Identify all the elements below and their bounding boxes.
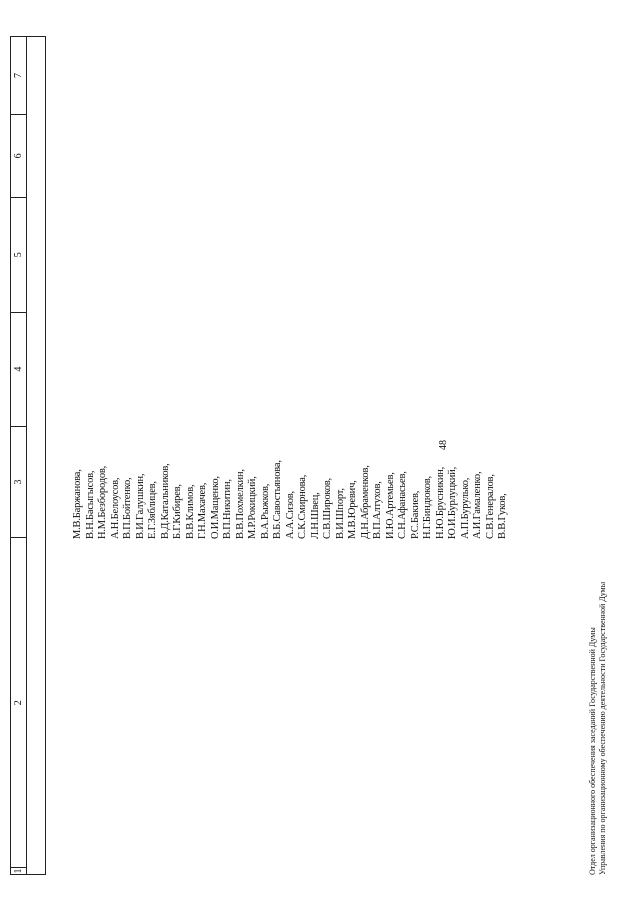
footer-note — [588, 582, 608, 875]
deputies-name-list — [72, 460, 510, 539]
name-list-item: С.В.Генералов, — [484, 474, 496, 539]
footer-line-1: Отдел организационного обеспечения заседаний Государственной Думы — [588, 627, 597, 875]
table-body — [27, 37, 45, 874]
column-header-7: 7 — [13, 72, 24, 78]
table-header-row — [11, 37, 27, 874]
name-list-item: М.Р.Рокицкий, — [247, 476, 258, 539]
name-list-item: А.И.Гамаленко, — [472, 471, 483, 539]
name-list-item: А.Н.Белоусов, — [109, 477, 121, 539]
column-header-5: 5 — [11, 197, 26, 312]
name-list-item: Н.М.Безбородов, — [97, 465, 108, 539]
name-list-item: В.П.Никитин, — [222, 479, 233, 539]
name-list-item: Н.Ю.Брусникин, — [434, 466, 446, 539]
name-list-item: М.В.Юревич, — [347, 480, 358, 539]
column-header-2: 2 — [11, 537, 26, 867]
column-header-6: 6 — [11, 114, 26, 197]
name-list-item: Л.Н.Швец, — [309, 492, 321, 539]
name-list-item: В.П.Бойтенко, — [122, 477, 133, 539]
name-list-item: Г.Н.Махачев, — [197, 482, 208, 539]
name-list-item: М.В.Баржанова, — [72, 469, 83, 539]
name-list-item: В.Б.Савостьянова, — [272, 460, 283, 539]
name-list-item: В.В.Похмелкин, — [234, 469, 246, 539]
name-list-item: О.И.Мащенко, — [209, 476, 221, 539]
name-list-item: В.В.Гуков, — [497, 493, 508, 539]
name-list-item: Ю.И.Бурлуцкий, — [447, 466, 458, 539]
name-list-item: В.А.Рыжков, — [259, 483, 271, 539]
name-list-item: Н.Г.Биндюков, — [422, 476, 433, 539]
name-list-item: В.И.Шпорт, — [334, 488, 346, 539]
name-list-item: В.П.Алтухов, — [372, 481, 383, 539]
column-header-4: 4 — [11, 312, 26, 426]
voting-table — [10, 36, 46, 875]
name-list-item: В.В.Климов, — [184, 484, 196, 539]
name-list-item: Е.Г.Зяблицев, — [147, 481, 158, 539]
footer-line-2: Управления по организационному обеспечению деятельности Государственной Думы — [598, 581, 607, 875]
name-list-item: И.Ю.Артемьев, — [384, 472, 396, 539]
name-list-item: С.Н.Афанасьев, — [397, 471, 408, 539]
name-list-item: Д.Н.Абраменков, — [359, 465, 371, 539]
name-list-item: С.В.Широков, — [322, 478, 333, 539]
name-list-item: Б.Г.Кибирев, — [172, 484, 183, 539]
name-list-item: В.Н.Басыгысов, — [84, 470, 96, 539]
name-list-item: С.К.Смирнова, — [297, 474, 308, 539]
column-header-3: 3 — [11, 426, 26, 538]
page-number: 48 — [438, 440, 449, 450]
name-list-item: В.Д.Катальников, — [159, 463, 171, 539]
name-list-item: В.И.Галушкин, — [134, 473, 146, 539]
name-list-item: А.А.Сизов, — [284, 491, 296, 539]
name-list-item: Р.С.Бакиев, — [409, 490, 421, 539]
name-list-item: А.П.Бурулько, — [459, 477, 471, 539]
column-header-1: 1 — [13, 868, 24, 874]
